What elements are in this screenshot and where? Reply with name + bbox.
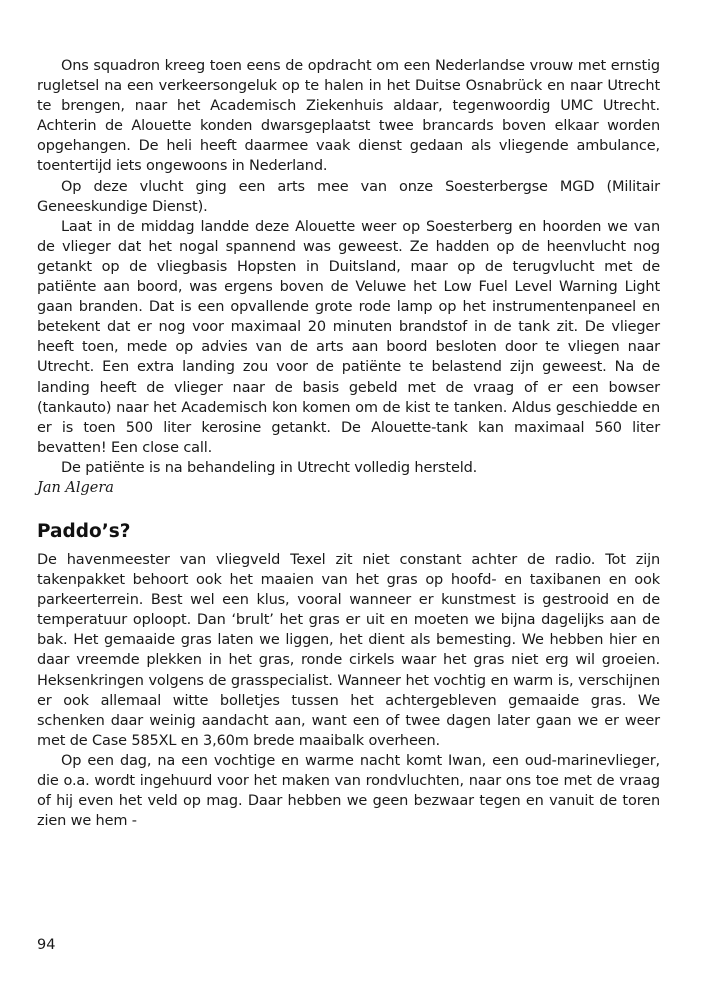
page-number: 94 [37, 937, 56, 953]
paragraph-patient-recovered: De patiënte is na behandeling in Utrecht volledig hersteld. [61, 459, 478, 476]
paragraph-ambulance-mission: Ons squadron kreeg toen eens de opdracht om een Nederlandse vrouw met ernstig rugletsel na een verkeersongeluk op te halen in het Duitse Osnabrück en naar Utrecht te brengen, naar het Academisch Ziekenhuis aldaar, tegenwoordig UMC Utrecht. Achterin de Alouette konden dwarsgeplaatst twee brancards boven elkaar worden opgehangen. De heli heeft daarmee vaak dienst gedaan als vliegende ambulance, toentertijd iets ongewoons in Nederland. [37, 58, 660, 175]
paragraph-low-fuel: Laat in de middag landde deze Alouette weer op Soesterberg en hoorden we van de vlieger dat het nogal spannend was geweest. Ze hadden op de heenvlucht nog getankt op de vliegbasis Hopsten in Duitsland, maar op de terugvlucht met de patiënte aan boord, was ergens boven de Veluwe het Low Fuel Level Warning Light gaan branden. Dat is een opvallende grote rode lamp op het instrumentenpaneel en betekent dat er nog voor maximaal 20 minuten brandstof in de tank zit. De vlieger heeft toen, mede op advies van de arts aan boord besloten door te vliegen naar Utrecht. Een extra landing zou voor de patiënte te belastend zijn geweest. Na de landing heeft de vlieger naar de basis gebeld met de vraag of er een bowser (tankauto) naar het Academisch kon komen om de kist te tanken. Aldus geschiedde en er is toen 500 liter kerosine getankt. De Alouette-tank kan maximaal 560 liter bevatten! Een close call. [37, 218, 660, 456]
page-body [37, 56, 660, 831]
paragraph-harbourmaster: De havenmeester van vliegveld Texel zit niet constant achter de radio. Tot zijn takenpakket behoort ook het maaien van het gras op hoofd- en taxibanen en ook parkeerterrein. Best wel een klus, vooral wanneer er kunstmest is gestrooid en de temperatuur oploopt. Dan ‘brult’ het gras er uit en moeten we bijna dagelijks aan de bak. Het gemaaide gras laten we liggen, het dient als bemesting. We hebben hier en daar vreemde plekken in het gras, ronde cirkels waar het gras niet erg wil groeien. Heksenkringen volgens de grasspecialist. Wanneer het vochtig en warm is, verschijnen er ook allemaal witte bolletjes tussen het achtergebleven gemaaide gras. We schenken daar weinig aandacht aan, want een of twee dagen later gaan we er weer met de Case 585XL en 3,60m brede maaibalk overheen. [37, 551, 660, 749]
paragraph-doctor-onboard: Op deze vlucht ging een arts mee van onze Soesterbergse MGD (Militair Geneeskundige Dienst). [37, 178, 660, 215]
section-heading-paddos: Paddo’s? [37, 520, 131, 542]
author-signature: Jan Algera [37, 479, 114, 496]
paragraph-iwan: Op een dag, na een vochtige en warme nacht komt Iwan, een oud-marinevlieger, die o.a. wordt ingehuurd voor het maken van rondvluchten, naar ons toe met de vraag of hij even het veld op mag. Daar hebben we geen bezwaar tegen en vanuit de toren zien we hem - [37, 752, 660, 830]
